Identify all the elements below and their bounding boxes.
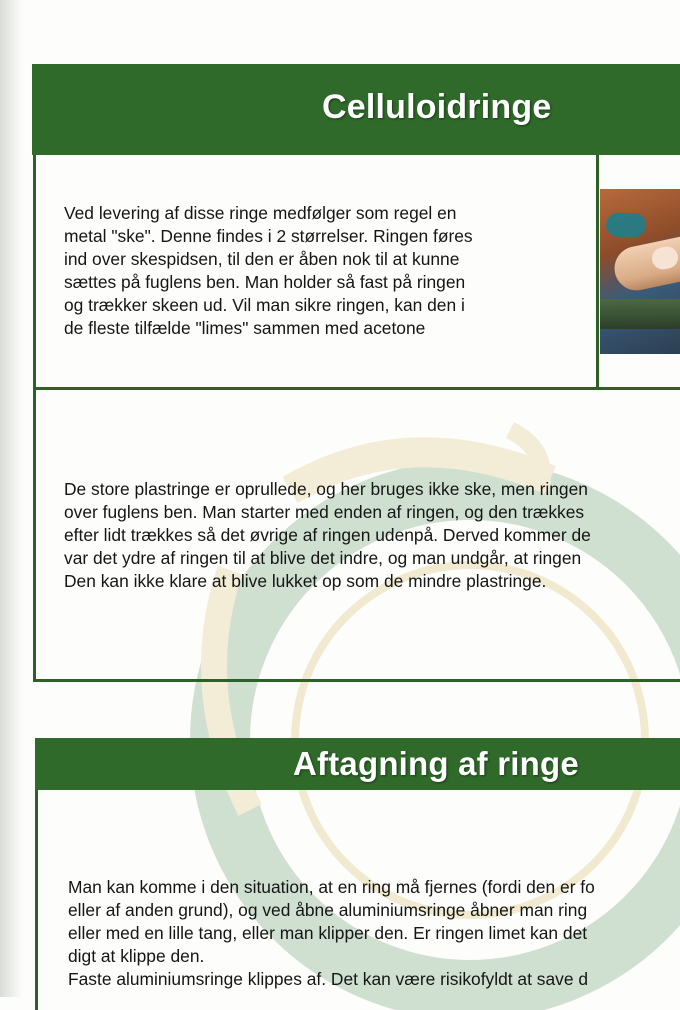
celluloid-rings-title: Celluloidringe [322, 88, 552, 126]
celluloid-paragraph: Ved levering af disse ringe medfølger som regel en metal "ske". Denne findes i 2 størrelser. Ringen føres ind over skespidsen, til den er åben nok til at kunne sættes på fuglens ben. Man holder så fast på ringen og trækker skeen ud. Vil man sikre ringen, kan den i de fleste tilfælde "limes" sammen med acetone [64, 203, 473, 338]
plastic-rings-paragraph: De store plastringe er oprullede, og her bruges ikke ske, men ringen over fuglens ben. Man starter med enden af ringen, og den trækkes efter lidt trækkes så det øvrige af ringen udenpå. Derved kommer de var det ydre af ringen til at blive det indre, og man undgår, at ringen Den kan ikke klare at blive lukket op som de mindre plastringe. [64, 479, 591, 591]
ring-removal-banner [35, 738, 680, 790]
ring-application-photo [600, 189, 680, 354]
page-binding-shadow [0, 0, 22, 997]
celluloid-rings-banner [32, 64, 680, 155]
ring-removal-title: Aftagning af ringe [293, 745, 579, 782]
ring-removal-paragraph: Man kan komme i den situation, at en ring må fjernes (fordi den er fo eller af anden grund), og ved åbne aluminiumsringe åbner man ring eller med en lille tang, eller man klipper den. Er ringen limet kan det digt at klippe den. Faste aluminiumsringe klippes af. Det kan være risikofyldt at save d [68, 877, 595, 989]
